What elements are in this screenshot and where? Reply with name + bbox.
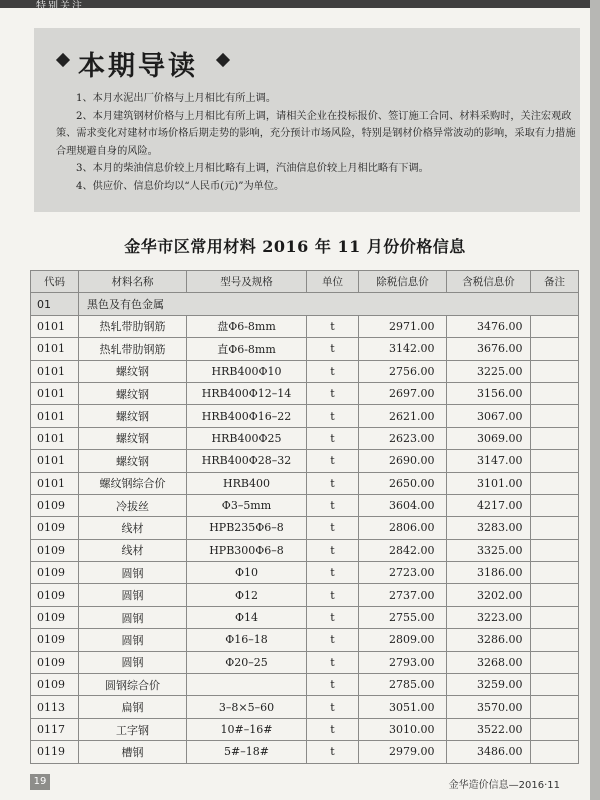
cell-inc-tax: 3156.00 [447,382,531,404]
cell-ex-tax: 2756.00 [359,360,447,382]
cell-spec: Φ14 [187,606,307,628]
cell-note [531,450,579,472]
cell-name: 螺纹钢 [79,450,187,472]
cell-inc-tax: 3476.00 [447,315,531,337]
cell-ex-tax: 2737.00 [359,584,447,606]
header-unit: 单位 [307,271,359,293]
cell-code: 0119 [31,741,79,763]
cell-name: 螺纹钢 [79,405,187,427]
cell-spec: HPB235Φ6–8 [187,517,307,539]
cell-name: 槽钢 [79,741,187,763]
cell-spec [187,674,307,696]
cell-note [531,562,579,584]
table-row [31,338,579,360]
cell-unit: t [307,450,359,472]
cell-unit: t [307,338,359,360]
cell-name: 热轧带肋钢筋 [79,315,187,337]
table-row [31,450,579,472]
cell-inc-tax: 3286.00 [447,629,531,651]
cell-code: 0109 [31,606,79,628]
cell-unit: t [307,696,359,718]
cell-code: 0101 [31,450,79,472]
table-row [31,584,579,606]
intro-item: 2、本月建筑钢材价格与上月相比有所上调，请相关企业在投标报价、签订施工合同、材料采购时，关注宏观政策、需求变化对建材市场价格后期走势的影响，充分预计市场风险，特别是钢材价格异常波动的影响，采取有力措施合理规避自身的风险。 [56,110,576,157]
cell-code: 0101 [31,360,79,382]
cell-unit: t [307,382,359,404]
cell-inc-tax: 3522.00 [447,718,531,740]
cell-unit: t [307,741,359,763]
cell-code: 0117 [31,718,79,740]
cell-spec: HRB400 [187,472,307,494]
cell-code: 0101 [31,405,79,427]
cell-unit: t [307,606,359,628]
cell-inc-tax: 3186.00 [447,562,531,584]
table-row [31,517,579,539]
publication-footer: 金华造价信息—2016·11 [448,780,560,791]
cell-code: 0109 [31,651,79,673]
intro-item: 1、本月水泥出厂价格与上月相比有所上调。 [76,93,277,104]
header-code: 代码 [31,271,79,293]
cell-name: 圆钢 [79,651,187,673]
table-row [31,472,579,494]
header-note: 备注 [531,271,579,293]
cell-code: 0109 [31,584,79,606]
section-name: 黑色及有色金属 [79,293,579,315]
cell-ex-tax: 2979.00 [359,741,447,763]
cell-unit: t [307,517,359,539]
cell-name: 螺纹钢 [79,427,187,449]
table-row [31,674,579,696]
cell-note [531,315,579,337]
cell-name: 圆钢 [79,562,187,584]
section-row [31,293,579,315]
cell-spec: Φ10 [187,562,307,584]
cell-ex-tax: 2809.00 [359,629,447,651]
header-ex-tax: 除税信息价 [359,271,447,293]
table-row [31,539,579,561]
cell-name: 螺纹钢 [79,382,187,404]
intro-item: 3、本月的柴油信息价较上月相比略有上调，汽油信息价较上月相比略有下调。 [76,163,429,174]
cell-unit: t [307,674,359,696]
cell-note [531,338,579,360]
cell-inc-tax: 3225.00 [447,360,531,382]
cell-note [531,382,579,404]
cell-note [531,651,579,673]
cell-inc-tax: 3067.00 [447,405,531,427]
cell-ex-tax: 2842.00 [359,539,447,561]
cell-spec: Φ3–5mm [187,494,307,516]
cell-name: 圆钢 [79,584,187,606]
cell-spec: 10#–16# [187,718,307,740]
cell-code: 0109 [31,562,79,584]
intro-list [56,90,576,195]
table-row [31,696,579,718]
cell-unit: t [307,315,359,337]
cell-name: 圆钢 [79,629,187,651]
cell-unit: t [307,651,359,673]
cell-note [531,539,579,561]
intro-title: 本期导读 [78,51,198,82]
cell-spec: 3–8×5–60 [187,696,307,718]
cell-unit: t [307,718,359,740]
cell-code: 0109 [31,539,79,561]
cell-note [531,427,579,449]
cell-spec: 5#–18# [187,741,307,763]
cell-code: 0109 [31,674,79,696]
cell-unit: t [307,539,359,561]
cell-code: 0109 [31,494,79,516]
table-row [31,315,579,337]
running-head [0,0,590,12]
cell-inc-tax: 3147.00 [447,450,531,472]
cell-note [531,584,579,606]
table-row [31,382,579,404]
running-head-text: 特别关注 [36,1,84,12]
diamond-icon [56,53,70,67]
cell-ex-tax: 3142.00 [359,338,447,360]
cell-name: 螺纹钢 [79,360,187,382]
cell-ex-tax: 2623.00 [359,427,447,449]
table-row [31,651,579,673]
cell-name: 热轧带肋钢筋 [79,338,187,360]
intro-title-wrap [50,42,240,82]
cell-code: 0101 [31,315,79,337]
cell-inc-tax: 4217.00 [447,494,531,516]
cell-spec: HRB400Φ12–14 [187,382,307,404]
cell-spec: Φ20–25 [187,651,307,673]
cell-spec: Φ12 [187,584,307,606]
cell-name: 冷拔丝 [79,494,187,516]
cell-code: 0101 [31,338,79,360]
cell-name: 工字钢 [79,718,187,740]
cell-ex-tax: 2971.00 [359,315,447,337]
cell-note [531,405,579,427]
cell-note [531,517,579,539]
cell-spec: HPB300Φ6–8 [187,539,307,561]
cell-note [531,494,579,516]
cell-inc-tax: 3069.00 [447,427,531,449]
cell-inc-tax: 3223.00 [447,606,531,628]
cell-inc-tax: 3676.00 [447,338,531,360]
cell-name: 线材 [79,517,187,539]
cell-unit: t [307,562,359,584]
cell-note [531,674,579,696]
cell-unit: t [307,405,359,427]
cell-ex-tax: 2650.00 [359,472,447,494]
cell-name: 螺纹钢综合价 [79,472,187,494]
page-edge [590,0,600,800]
cell-inc-tax: 3570.00 [447,696,531,718]
diamond-icon [216,53,230,67]
cell-note [531,718,579,740]
cell-inc-tax: 3268.00 [447,651,531,673]
cell-spec: HRB400Φ28–32 [187,450,307,472]
table-row [31,718,579,740]
cell-ex-tax: 3051.00 [359,696,447,718]
cell-unit: t [307,629,359,651]
cell-code: 0109 [31,629,79,651]
cell-inc-tax: 3202.00 [447,584,531,606]
cell-unit: t [307,360,359,382]
cell-name: 线材 [79,539,187,561]
table-row [31,562,579,584]
cell-code: 0109 [31,517,79,539]
table-row [31,629,579,651]
table-row [31,741,579,763]
cell-note [531,741,579,763]
cell-name: 扁钢 [79,696,187,718]
cell-unit: t [307,472,359,494]
intro-box [34,28,580,212]
header-name: 材料名称 [79,271,187,293]
cell-note [531,360,579,382]
cell-spec: HRB400Φ10 [187,360,307,382]
header-spec: 型号及规格 [187,271,307,293]
table-row [31,606,579,628]
cell-unit: t [307,494,359,516]
cell-spec: Φ16–18 [187,629,307,651]
cell-unit: t [307,584,359,606]
cell-ex-tax: 3604.00 [359,494,447,516]
cell-note [531,629,579,651]
cell-ex-tax: 2697.00 [359,382,447,404]
cell-ex-tax: 2785.00 [359,674,447,696]
cell-note [531,696,579,718]
cell-code: 0101 [31,382,79,404]
table-header-row [31,271,579,293]
cell-inc-tax: 3283.00 [447,517,531,539]
cell-code: 0113 [31,696,79,718]
cell-inc-tax: 3325.00 [447,539,531,561]
table-title: 金华市区常用材料 2016 年 11 月份价格信息 [124,237,466,256]
cell-ex-tax: 2621.00 [359,405,447,427]
table-row [31,405,579,427]
cell-name: 圆钢综合价 [79,674,187,696]
cell-name: 圆钢 [79,606,187,628]
cell-spec: 直Φ6-8mm [187,338,307,360]
price-table [30,270,579,764]
cell-spec: HRB400Φ25 [187,427,307,449]
cell-inc-tax: 3486.00 [447,741,531,763]
cell-unit: t [307,427,359,449]
cell-note [531,472,579,494]
cell-ex-tax: 2755.00 [359,606,447,628]
cell-ex-tax: 2690.00 [359,450,447,472]
table-row [31,427,579,449]
table-row [31,360,579,382]
cell-inc-tax: 3259.00 [447,674,531,696]
header-inc-tax: 含税信息价 [447,271,531,293]
cell-note [531,606,579,628]
cell-spec: 盘Φ6-8mm [187,315,307,337]
cell-code: 0101 [31,472,79,494]
intro-item: 4、供应价、信息价均以“人民币(元)”为单位。 [76,180,285,192]
cell-ex-tax: 3010.00 [359,718,447,740]
section-code: 01 [31,293,79,315]
page-number: 19 [30,774,50,790]
cell-ex-tax: 2723.00 [359,562,447,584]
cell-ex-tax: 2793.00 [359,651,447,673]
cell-inc-tax: 3101.00 [447,472,531,494]
cell-spec: HRB400Φ16–22 [187,405,307,427]
table-row [31,494,579,516]
cell-ex-tax: 2806.00 [359,517,447,539]
cell-code: 0101 [31,427,79,449]
